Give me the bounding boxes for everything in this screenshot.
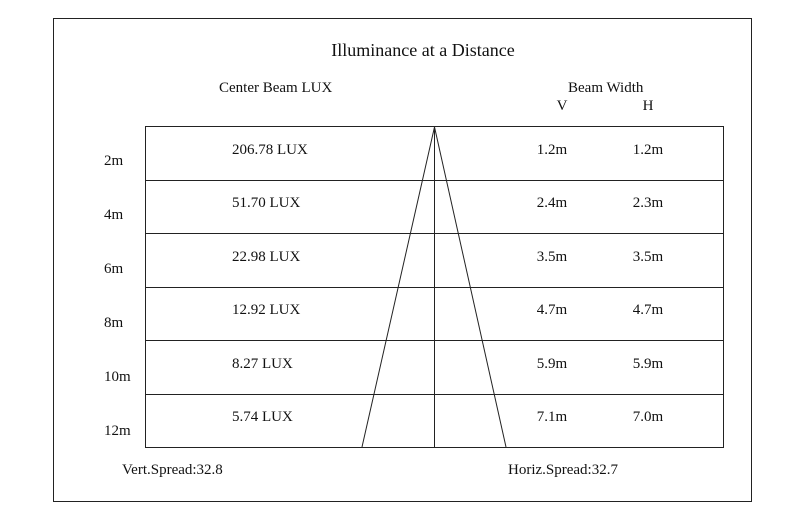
beam-width-v: 3.5m [536, 249, 568, 265]
distance-label: 8m [104, 315, 124, 331]
beam-width-header: Beam Width [568, 80, 644, 96]
beam-width-v: 5.9m [536, 356, 568, 372]
lux-value: 51.70 LUX [232, 195, 301, 211]
lux-value: 5.74 LUX [232, 409, 293, 425]
beam-width-v: 7.1m [536, 409, 568, 425]
v-column-header: V [556, 98, 568, 114]
distance-label: 12m [104, 423, 131, 439]
beam-width-v: 2.4m [536, 195, 568, 211]
beam-width-h: 4.7m [632, 302, 664, 318]
distance-label: 4m [104, 207, 124, 223]
beam-width-v: 1.2m [536, 142, 568, 158]
lux-value: 206.78 LUX [232, 142, 308, 158]
diagram-title: Illuminance at a Distance [331, 40, 515, 60]
beam-width-h: 1.2m [632, 142, 664, 158]
beam-width-h: 3.5m [632, 249, 664, 265]
h-column-header: H [642, 98, 654, 114]
distance-label: 2m [104, 153, 124, 169]
lux-value: 12.92 LUX [232, 302, 301, 318]
lux-value: 22.98 LUX [232, 249, 301, 265]
beam-width-h: 5.9m [632, 356, 664, 372]
lux-value: 8.27 LUX [232, 356, 293, 372]
beam-width-h: 2.3m [632, 195, 664, 211]
beam-width-h: 7.0m [632, 409, 664, 425]
center-beam-header: Center Beam LUX [219, 80, 333, 96]
beam-width-v: 4.7m [536, 302, 568, 318]
vertical-spread-label: Vert.Spread:32.8 [122, 462, 223, 478]
distance-label: 6m [104, 261, 124, 277]
horizontal-spread-label: Horiz.Spread:32.7 [508, 462, 618, 478]
distance-label: 10m [104, 369, 131, 385]
